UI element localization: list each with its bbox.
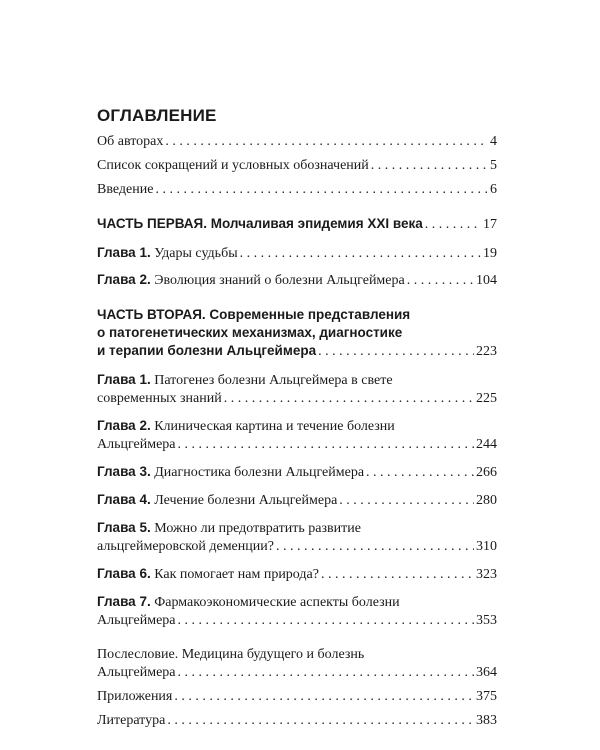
dot-leader (174, 688, 474, 706)
chapter-title: Диагностика болезни Альцгеймера (154, 465, 365, 480)
page-number: 6 (490, 182, 497, 197)
dot-leader (371, 157, 488, 175)
page-number: 310 (476, 539, 497, 554)
chapter-title-cont: Альцгеймера (97, 437, 176, 452)
chapter-number: Глава 2. (97, 272, 151, 287)
page-number: 353 (476, 613, 497, 628)
dot-leader (339, 492, 474, 510)
entry-label: Список сокращений и условных обозначений (97, 158, 369, 173)
dot-leader (178, 436, 474, 454)
chapter-title: Клиническая картина и течение болезни (154, 419, 395, 434)
dot-leader (321, 566, 474, 584)
page-number: 17 (483, 217, 497, 232)
chapter-number: Глава 1. (97, 245, 151, 260)
toc-part1-chapter-1[interactable] (97, 244, 497, 263)
chapter-number: Глава 6. (97, 566, 151, 581)
toc-entry-references[interactable] (97, 712, 497, 730)
toc-part2-chapter-2[interactable] (97, 417, 497, 454)
chapter-number: Глава 4. (97, 492, 151, 507)
chapter-title-cont: альцгеймеровской деменции? (97, 539, 274, 554)
chapter-number: Глава 3. (97, 464, 151, 479)
dot-leader (425, 216, 481, 234)
toc-heading: ОГЛАВЛЕНИЕ (97, 106, 217, 125)
dot-leader (165, 133, 488, 151)
page-number: 364 (476, 665, 497, 680)
dot-leader (366, 464, 474, 482)
dot-leader (240, 245, 481, 263)
dot-leader (155, 181, 488, 199)
page-number: 4 (490, 134, 497, 149)
dot-leader (167, 712, 474, 730)
entry-label: Об авторах (97, 134, 164, 149)
toc-part1-chapter-2[interactable] (97, 271, 497, 290)
dot-leader (318, 343, 474, 361)
chapter-number: Глава 5. (97, 520, 151, 535)
toc-part-2[interactable] (97, 306, 497, 361)
toc-part2-chapter-1[interactable] (97, 371, 497, 408)
page-number: 19 (483, 246, 497, 261)
chapter-title: Эволюция знаний о болезни Альцгеймера (154, 273, 405, 288)
dot-leader (407, 272, 474, 290)
chapter-title: Фармакоэкономические аспекты болезни (154, 595, 400, 610)
page-number: 280 (476, 493, 497, 508)
part-title-line: и терапии болезни Альцгеймера (97, 343, 317, 358)
chapter-title: Как помогает нам природа? (154, 567, 319, 582)
toc-entry-abbreviations[interactable] (97, 157, 497, 175)
chapter-title-cont: современных знаний (97, 391, 222, 406)
page-number: 323 (476, 567, 497, 582)
page-number: 375 (476, 689, 497, 704)
chapter-title: Лечение болезни Альцгеймера (154, 493, 338, 508)
page-number: 244 (476, 437, 497, 452)
page-number: 225 (476, 391, 497, 406)
chapter-title: Можно ли предотвратить развитие (154, 521, 361, 536)
page-number: 223 (476, 344, 497, 359)
toc-part2-chapter-5[interactable] (97, 519, 497, 556)
chapter-number: Глава 2. (97, 418, 151, 433)
part-title: ЧАСТЬ ПЕРВАЯ. Молчаливая эпидемия XXI века (97, 216, 423, 231)
toc-part2-chapter-6[interactable] (97, 565, 497, 584)
toc-entry-appendices[interactable] (97, 688, 497, 706)
chapter-number: Глава 1. (97, 372, 151, 387)
page-number: 383 (476, 713, 497, 728)
toc-part2-chapter-7[interactable] (97, 593, 497, 630)
entry-label: Введение (97, 182, 154, 197)
toc-part-1[interactable] (97, 215, 497, 234)
toc-part2-chapter-4[interactable] (97, 491, 497, 510)
entry-label: Литература (97, 713, 166, 728)
part-title-line: ЧАСТЬ ВТОРАЯ. Современные представления (97, 307, 411, 322)
dot-leader (178, 612, 474, 630)
toc-entry-authors[interactable] (97, 133, 497, 151)
entry-label-cont: Альцгеймера (97, 665, 176, 680)
toc-part2-chapter-3[interactable] (97, 463, 497, 482)
chapter-title: Патогенез болезни Альцгеймера в свете (154, 373, 393, 388)
toc-entry-afterword[interactable] (97, 646, 497, 682)
toc-entry-introduction[interactable] (97, 181, 497, 199)
page-number: 5 (490, 158, 497, 173)
dot-leader (178, 664, 474, 682)
entry-label: Послесловие. Медицина будущего и болезнь (97, 647, 365, 662)
chapter-number: Глава 7. (97, 594, 151, 609)
chapter-title-cont: Альцгеймера (97, 613, 176, 628)
page-number: 266 (476, 465, 497, 480)
dot-leader (224, 390, 474, 408)
table-of-contents (97, 104, 497, 730)
part-title-line: о патогенетических механизмах, диагностике (97, 325, 403, 340)
page-number: 104 (476, 273, 497, 288)
dot-leader (276, 538, 474, 556)
entry-label: Приложения (97, 689, 173, 704)
chapter-title: Удары судьбы (154, 246, 238, 261)
